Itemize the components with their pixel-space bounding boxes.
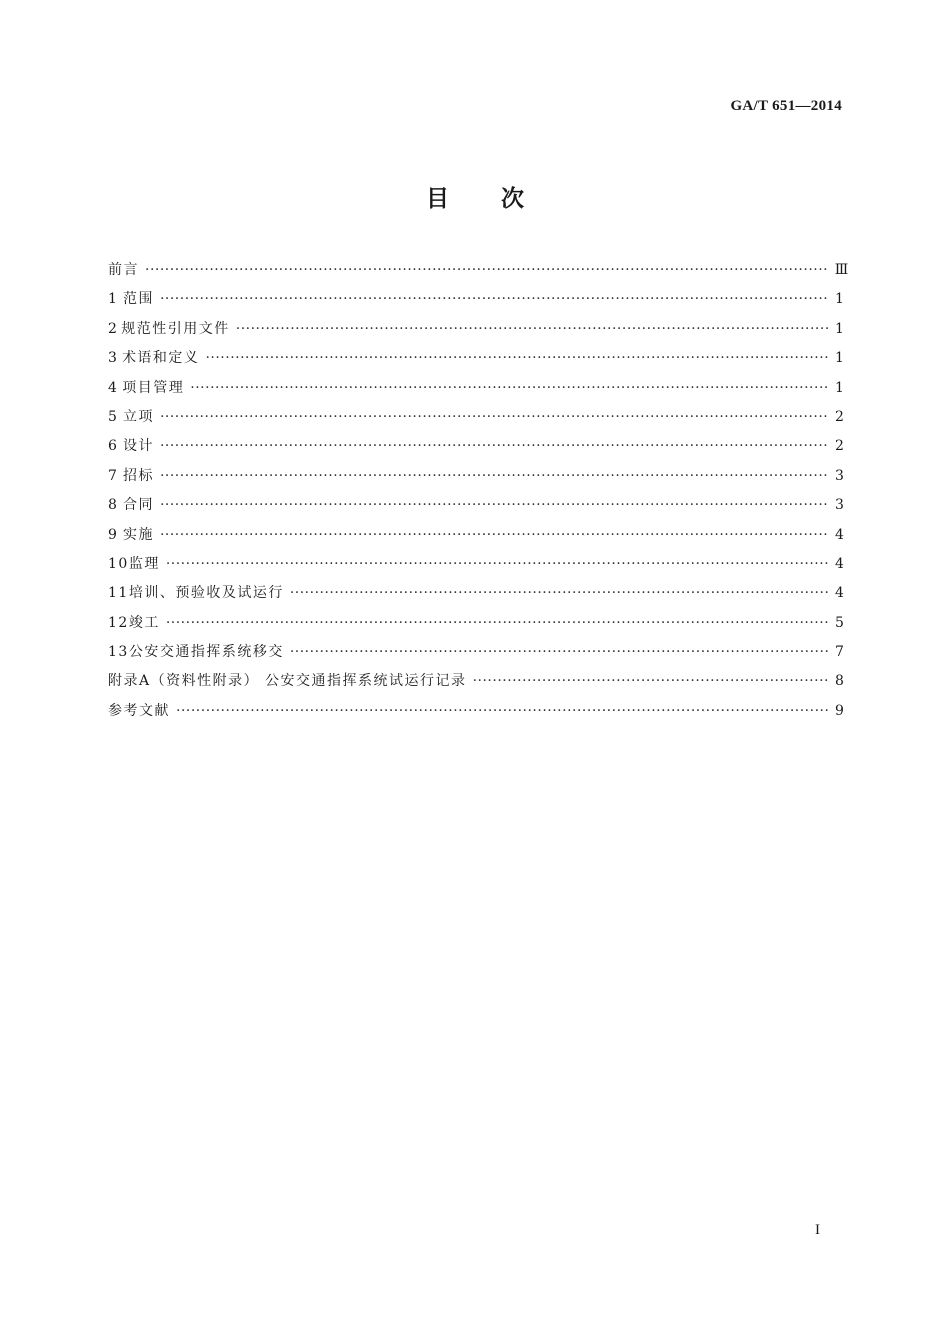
toc-entry-8[interactable] bbox=[108, 491, 843, 520]
toc-entry-foreword[interactable] bbox=[108, 256, 849, 285]
toc-entry-text: 合同 bbox=[122, 497, 154, 514]
toc-entry-page: 3 bbox=[835, 497, 844, 514]
toc-entry-1[interactable] bbox=[108, 285, 843, 314]
toc-entry-number: 6 bbox=[108, 438, 119, 455]
toc-entry-page: 4 bbox=[835, 526, 844, 543]
toc-entry-text: 立项 bbox=[122, 408, 154, 425]
toc-entry-page: 1 bbox=[835, 350, 844, 367]
dot-leader bbox=[145, 256, 829, 285]
dot-leader bbox=[160, 521, 829, 550]
title-char-2: 次 bbox=[501, 186, 524, 212]
toc-entry-number: 4 bbox=[108, 379, 119, 396]
dot-leader bbox=[160, 285, 829, 314]
toc-entry-5[interactable] bbox=[108, 403, 843, 432]
dot-leader bbox=[205, 344, 829, 373]
toc-entry-3[interactable] bbox=[108, 344, 843, 373]
toc-entry-6[interactable] bbox=[108, 432, 843, 461]
toc-entry-number: 3 bbox=[108, 350, 119, 367]
dot-leader bbox=[290, 638, 829, 667]
toc-entry-number: 12 bbox=[108, 614, 129, 631]
dot-leader bbox=[160, 462, 829, 491]
dot-leader bbox=[176, 697, 829, 726]
dot-leader bbox=[190, 374, 829, 403]
toc-entry-text: 实施 bbox=[122, 526, 154, 543]
dot-leader bbox=[160, 432, 829, 461]
toc-entry-page: 5 bbox=[835, 614, 844, 631]
toc-entry-number: 13 bbox=[108, 644, 129, 661]
toc-entry-appendix-a[interactable] bbox=[108, 667, 843, 696]
toc-entry-page: 1 bbox=[835, 320, 844, 337]
dot-leader bbox=[166, 550, 829, 579]
toc-entry-text: 附录A（资料性附录） 公安交通指挥系统试运行记录 bbox=[108, 673, 467, 690]
toc-entry-page: 1 bbox=[835, 379, 844, 396]
toc-entry-text: 术语和定义 bbox=[121, 350, 200, 367]
toc-entry-2[interactable] bbox=[108, 315, 843, 344]
toc-entry-page: 4 bbox=[835, 555, 844, 572]
toc-entry-text: 范围 bbox=[122, 291, 154, 308]
toc-entry-number: 11 bbox=[108, 585, 129, 602]
toc-entry-9[interactable] bbox=[108, 521, 843, 550]
toc-entry-page: 1 bbox=[835, 291, 844, 308]
toc-entry-text: 参考文献 bbox=[108, 702, 170, 719]
dot-leader bbox=[160, 403, 829, 432]
toc-entry-number: 1 bbox=[108, 291, 119, 308]
toc-entry-page: 9 bbox=[835, 702, 844, 719]
page-title bbox=[0, 180, 950, 213]
dot-leader bbox=[166, 609, 829, 638]
dot-leader bbox=[160, 491, 829, 520]
toc-entry-page: 2 bbox=[835, 438, 844, 455]
table-of-contents bbox=[108, 256, 849, 726]
toc-entry-page: Ⅲ bbox=[834, 262, 849, 278]
toc-entry-number: 10 bbox=[108, 555, 129, 572]
toc-entry-page: 3 bbox=[835, 467, 844, 484]
dot-leader bbox=[236, 315, 829, 344]
toc-entry-text: 设计 bbox=[122, 438, 154, 455]
toc-entry-number: 8 bbox=[108, 497, 119, 514]
toc-entry-number: 7 bbox=[108, 467, 119, 484]
toc-entry-13[interactable] bbox=[108, 638, 843, 667]
toc-entry-text: 监理 bbox=[128, 555, 160, 572]
toc-entry-page: 7 bbox=[835, 644, 844, 661]
toc-entry-text: 项目管理 bbox=[122, 379, 185, 396]
toc-entry-text: 公安交通指挥系统移交 bbox=[128, 644, 284, 661]
toc-entry-bibliography[interactable] bbox=[108, 697, 843, 726]
toc-entry-page: 8 bbox=[835, 673, 844, 690]
toc-entry-7[interactable] bbox=[108, 462, 843, 491]
toc-entry-4[interactable] bbox=[108, 374, 843, 403]
toc-entry-11[interactable] bbox=[108, 579, 843, 608]
toc-entry-number: 9 bbox=[108, 526, 119, 543]
toc-entry-text: 前言 bbox=[108, 262, 139, 278]
page-number: I bbox=[815, 1222, 820, 1238]
toc-entry-text: 招标 bbox=[122, 467, 154, 484]
standard-code: GA/T 651—2014 bbox=[730, 98, 842, 114]
toc-entry-page: 2 bbox=[835, 408, 844, 425]
dot-leader bbox=[473, 667, 829, 696]
toc-entry-number: 5 bbox=[108, 408, 119, 425]
toc-entry-text: 培训、预验收及试运行 bbox=[128, 585, 284, 602]
dot-leader bbox=[290, 579, 829, 608]
toc-entry-number: 2 bbox=[108, 320, 119, 337]
toc-entry-text: 竣工 bbox=[128, 614, 160, 631]
toc-entry-text: 规范性引用文件 bbox=[121, 320, 230, 337]
title-char-1: 目 bbox=[426, 186, 449, 212]
toc-entry-page: 4 bbox=[835, 585, 844, 602]
toc-entry-12[interactable] bbox=[108, 609, 843, 638]
toc-entry-10[interactable] bbox=[108, 550, 843, 579]
